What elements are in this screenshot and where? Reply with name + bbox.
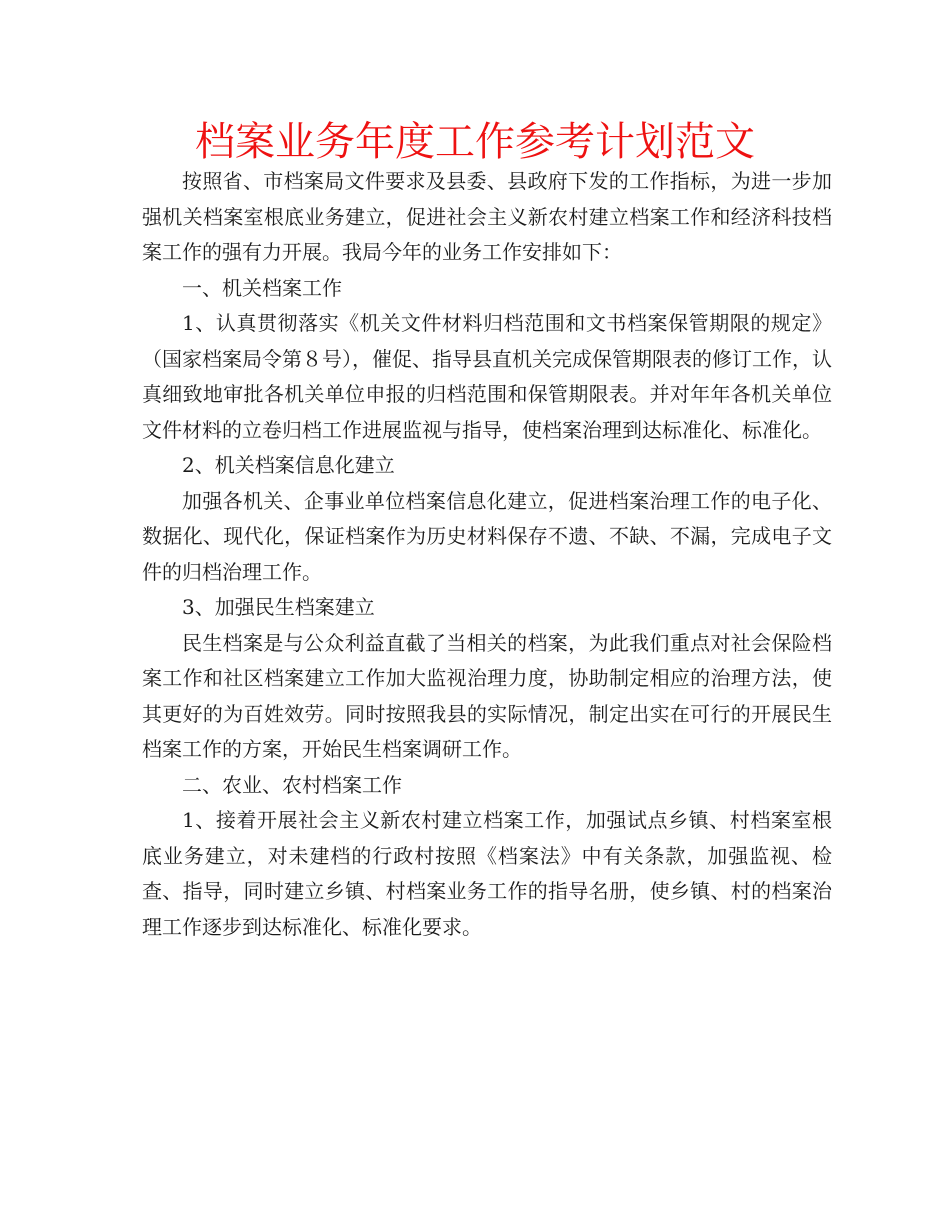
paragraph-item-1-3: 民生档案是与公众利益直截了当相关的档案，为此我们重点对社会保险档案工作和社区档案建立工作加大监视治理力度，协助制定相应的治理方法，使其更好的为百姓效劳。同时按照我县的实际情况，制定出实在可行的开展民生档案工作的方案，开始民生档案调研工作。 <box>142 630 832 761</box>
paragraph-item-1-1: 1、认真贯彻落实《机关文件材料归档范围和文书档案保管期限的规定》（国家档案局令第８号），催促、指导县直机关完成保管期限表的修订工作，认真细致地审批各机关单位申报的归档范围和保管期限表。并对年年各机关单位文件材料的立卷归档工作进展监视与指导，使档案治理到达标准化、标准化。 <box>142 311 832 442</box>
heading-section-1: 一、机关档案工作 <box>182 275 342 300</box>
heading-item-1-3: 3、加强民生档案建立 <box>182 595 375 619</box>
document-body <box>142 164 832 945</box>
paragraph-intro: 按照省、市档案局文件要求及县委、县政府下发的工作指标，为进一步加强机关档案室根底业务建立，促进社会主义新农村建立档案工作和经济科技档案工作的强有力开展。我局今年的业务工作安排如下： <box>142 169 832 264</box>
document-title: 档案业务年度工作参考计划范文 <box>195 119 755 165</box>
paragraph-item-1-2: 加强各机关、企事业单位档案信息化建立，促进档案治理工作的电子化、数据化、现代化，保证档案作为历史材料保存不遗、不缺、不漏，完成电子文件的归档治理工作。 <box>142 488 832 584</box>
heading-section-2: 二、农业、农村档案工作 <box>182 772 402 797</box>
paragraph-item-2-1: 1、接着开展社会主义新农村建立档案工作，加强试点乡镇、村档案室根底业务建立，对未建档的行政村按照《档案法》中有关条款，加强监视、检查、指导，同时建立乡镇、村档案业务工作的指导名册，使乡镇、村的档案治理工作逐步到达标准化、标准化要求。 <box>142 808 832 939</box>
heading-item-1-2: 2、机关档案信息化建立 <box>182 453 395 477</box>
